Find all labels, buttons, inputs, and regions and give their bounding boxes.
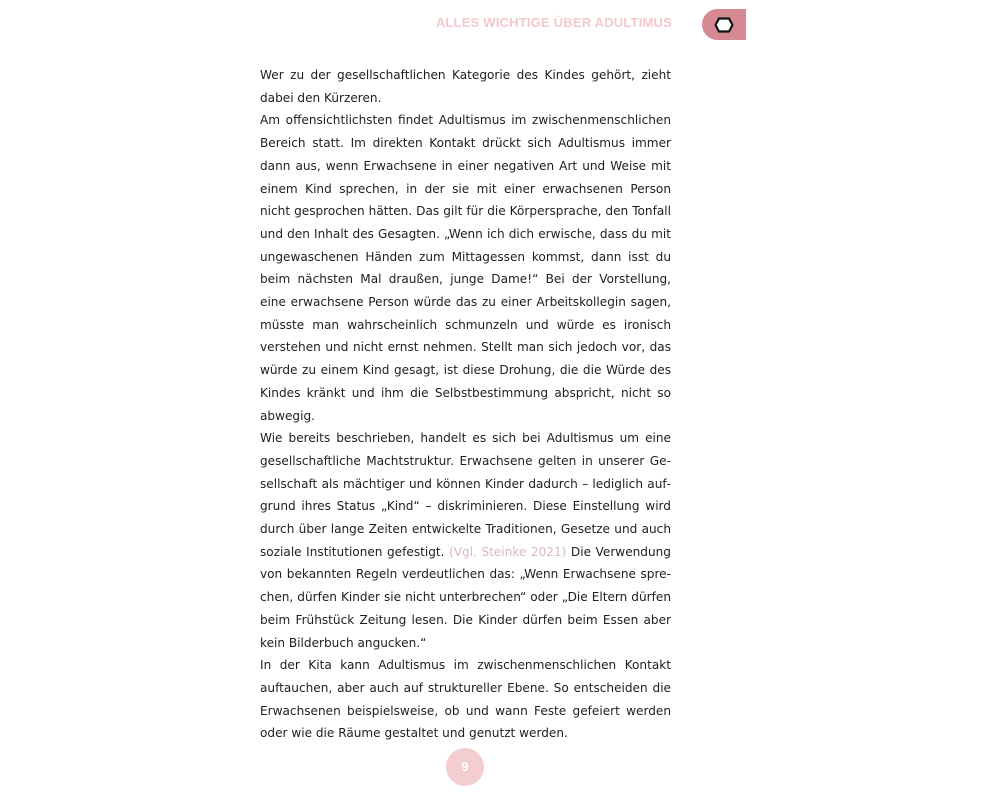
paragraph-4: In der Kita kann Adultismus im zwischenmenschlichen Kontakt auftauchen, aber auch auf struktureller Ebene. So entscheiden die Erwachsenen beispielsweise, ob und wann Feste gefeiert werden oder wie die Räume gestaltet und genutzt werden.	[260, 658, 671, 741]
paragraph-3-text-after: Die Verwendung von bekannten Regeln verdeutlichen das: „Wenn Erwachsene sprechen, dürfen Kinder sie nicht unterbrechen“ oder „Die Eltern dürfen beim Frühstück Zeitung lesen. Die Kinder dürfen beim Essen aber kein Bilderbuch angucken.“	[260, 544, 671, 650]
body-text	[260, 64, 671, 745]
hexagon-icon	[714, 17, 734, 33]
page-number-badge: 9	[446, 748, 484, 786]
paragraph-1: Wer zu der gesellschaftlichen Kategorie des Kindes gehört, zieht dabei den Kürzeren.	[260, 68, 671, 105]
running-header-title: ALLES WICHTIGE ÜBER ADULTIMUS	[435, 15, 672, 30]
citation: (Vgl. Steinke 2021)	[449, 544, 567, 559]
paragraph-3-text-before: Wie bereits beschrieben, handelt es sich bei Adultismus um eine gesellschaftliche Machtstruktur. Erwachsene gelten in unserer Gesellschaft als mächtiger und können Kinder dadurch – lediglich aufgrund ihres Status „Kind“ – diskriminieren. Diese Einstellung wird durch über lange Zeiten entwickelte Traditionen, Gesetze und auch soziale Institutionen gefestigt.	[260, 431, 671, 559]
paragraph-2: Am offensichtlichsten findet Adultismus im zwischenmenschlichen Bereich statt. Im direkten Kontakt drückt sich Adultismus immer dann aus, wenn Erwachsene in einer negativen Art und Weise mit einem Kind sprechen, in der sie mit einer erwachsenen Person nicht gesprochen hätten. Das gilt für die Körpersprache, den Tonfall und den Inhalt des Gesagten. „Wenn ich dich erwische, dass du mit ungewaschenen Händen zum Mittagessen kommst, dann isst du beim nächsten Mal draußen, junge Dame!“ Bei der Vorstellung, eine erwachsene Person würde das zu einer Arbeitskollegin sagen, müsste man wahrscheinlich schmunzeln und würde es ironisch verstehen und nicht ernst nehmen. Stellt man sich jedoch vor, das würde zu einem Kind gesagt, ist diese Drohung, die die Würde des Kindes kränkt und ihm die Selbstbestimmung abspricht, nicht so abwegig.	[260, 113, 671, 423]
paragraph-3	[260, 427, 671, 654]
chapter-tab	[702, 9, 746, 40]
